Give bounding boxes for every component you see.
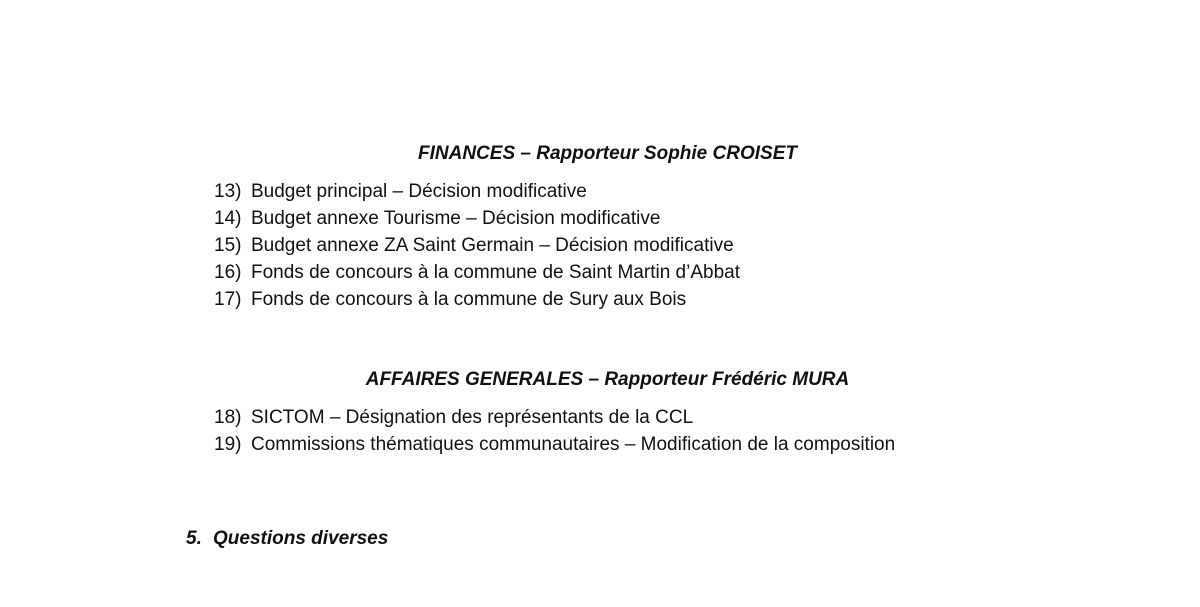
section-heading-affaires-generales: AFFAIRES GENERALES – Rapporteur Frédéric MURA	[365, 369, 850, 390]
item-number: 16)	[214, 262, 242, 283]
agenda-point-title: Questions diverses	[213, 528, 389, 549]
item-number: 17)	[214, 289, 242, 310]
item-text: Commissions thématiques communautaires – Modification de la composition	[251, 434, 896, 455]
item-number: 19)	[214, 434, 242, 455]
agenda-point-questions-diverses	[186, 527, 388, 551]
item-text: Budget annexe ZA Saint Germain – Décision modificative	[251, 235, 734, 256]
item-text: Budget principal – Décision modificative	[251, 181, 587, 202]
item-text: Budget annexe Tourisme – Décision modificative	[251, 208, 661, 229]
item-number: 13)	[214, 181, 242, 202]
section-heading-finances: FINANCES – Rapporteur Sophie CROISET	[418, 143, 797, 164]
item-number: 14)	[214, 208, 242, 229]
item-number: 18)	[214, 407, 242, 428]
item-text: Fonds de concours à la commune de Sury aux Bois	[251, 289, 687, 310]
item-text: SICTOM – Désignation des représentants de la CCL	[251, 407, 694, 428]
item-number: 15)	[214, 235, 242, 256]
agenda-point-number: 5.	[186, 528, 202, 549]
item-text: Fonds de concours à la commune de Saint Martin d’Abbat	[251, 262, 740, 283]
